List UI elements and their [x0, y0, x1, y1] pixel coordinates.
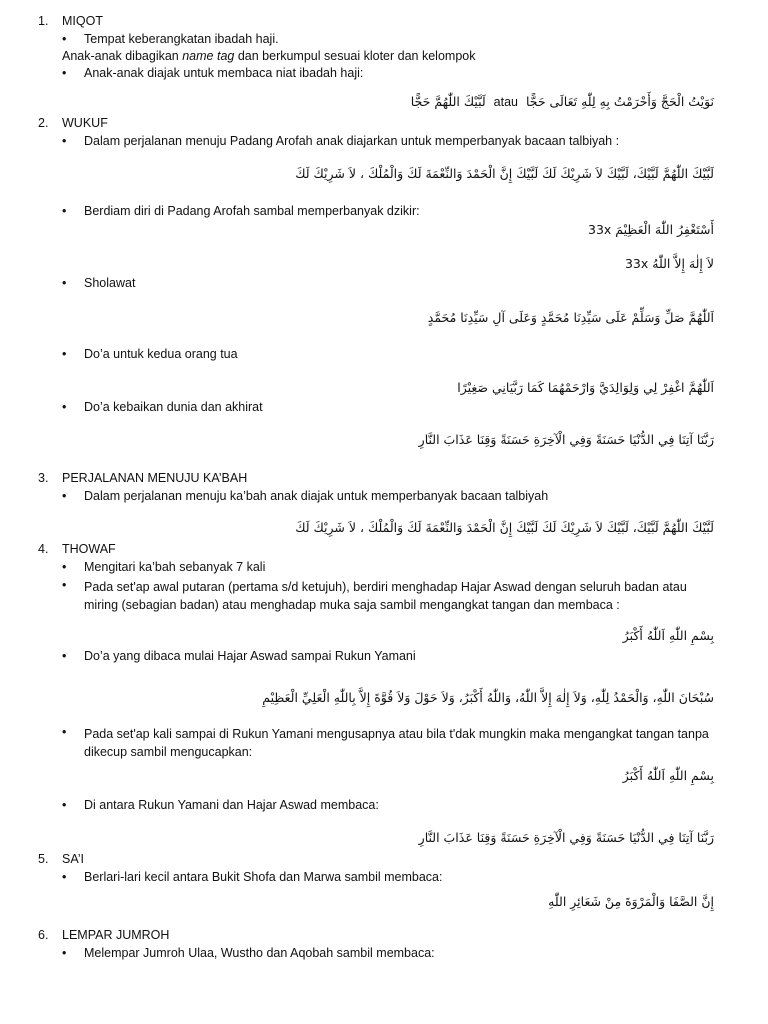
section-4-item-3: Do’a yang dibaca mulai Hajar Aswad sampai Rukun Yamani — [84, 649, 416, 663]
arabic-tasbih: سُبْحَانَ اللّٰهِ، وَالْحَمْدُ لِلّٰهِ، وَلاَ إِلٰهَ إِلاَّ اللّٰهُ، وَاللّٰهُ أَكْبَرُ، وَلاَ حَوْلَ وَلاَ قُوَّةَ إِلاَّ بِاللّٰهِ الْعَلِيِّ الْعَظِيْمِ — [262, 690, 714, 705]
arabic-bismillah-takbir: بِسْمِ اللّٰهِ اَللّٰهُ أَكْبَرُ — [622, 628, 714, 643]
arabic-niat-a: نَوَيْتُ الْحَجَّ وَأَحْرَمْتُ بِهِ لِلّٰهِ تَعَالَى حَجًّا — [525, 94, 714, 109]
arabic-dzikir-tahlil: لاَ إِلٰهَ إِلاَّ اللّٰهُ 33x — [624, 256, 714, 271]
bullet-icon: • — [62, 66, 67, 80]
section-5-number: 5. — [38, 852, 49, 866]
section-1-line-b: dan berkumpul sesuai kloter dan kelompok — [234, 49, 476, 63]
section-4-title: THOWAF — [62, 542, 116, 556]
bullet-icon: • — [62, 32, 67, 46]
section-5-title: SA’I — [62, 852, 84, 866]
section-4-item-2: Pada set'ap awal putaran (pertama s/d ketujuh), berdiri menghadap Hajar Aswad dengan seluruh badan atau miring (sebagian badan) atau menghadap muka saja sambil mengangkat tangan dan membaca : — [84, 580, 687, 612]
bullet-icon: • — [62, 725, 67, 739]
arabic-bismillah-takbir: بِسْمِ اللّٰهِ اَللّٰهُ أَكْبَرُ — [622, 768, 714, 783]
bullet-icon: • — [62, 134, 67, 148]
bullet-icon: • — [62, 798, 67, 812]
section-1-line-a: Anak-anak dibagikan — [62, 49, 183, 63]
arabic-sholawat: اَللّٰهُمَّ صَلِّ وَسَلِّمْ عَلَى سَيِّدِنَا مُحَمَّدٍ وَعَلَى آلِ سَيِّدِنَا مُحَمَّدٍ — [427, 310, 714, 325]
section-1-line — [62, 49, 475, 63]
section-3-title: PERJALANAN MENUJU KA’BAH — [62, 471, 248, 485]
bullet-icon: • — [62, 400, 67, 414]
bullet-icon: • — [62, 578, 67, 592]
section-1-item-1: Tempat keberangkatan ibadah haji. — [84, 32, 279, 46]
section-2-item-3: Sholawat — [84, 276, 136, 290]
section-1-number: 1. — [38, 14, 49, 28]
arabic-niat — [411, 94, 714, 109]
bullet-icon: • — [62, 560, 67, 574]
arabic-doa-dunia: رَبَّنَا آتِنَا فِي الدُّنْيَا حَسَنَةً وَفِي الْآخِرَةِ حَسَنَةً وَقِنَا عَذَابَ النَّارِ — [418, 830, 714, 845]
section-4-item-4: Pada set'ap kali sampai di Rukun Yamani mengusapnya atau bila t'dak mungkin maka mengangkat tangan tanpa dikecup sambil mengucapkan: — [84, 727, 709, 759]
section-2-title: WUKUF — [62, 116, 108, 130]
arabic-talbiyah: لَبَّيْكَ اللّٰهُمَّ لَبَّيْكَ، لَبَّيْكَ لاَ شَرِيْكَ لَكَ لَبَّيْكَ إِنَّ الْحَمْدَ وَالنِّعْمَةَ لَكَ وَالْمُلْكَ ، لاَ شَرِيْكَ لَكَ — [295, 520, 714, 535]
section-4-item-1: Mengitari ka’bah sebanyak 7 kali — [84, 560, 266, 574]
section-2-item-2: Berdiam diri di Padang Arofah sambal memperbanyak dzikir: — [84, 204, 420, 218]
section-6-title: LEMPAR JUMROH — [62, 928, 170, 942]
bullet-icon: • — [62, 870, 67, 884]
arabic-dzikir-istighfar: أَسْتَغْفِرُ اللّٰهَ الْعَظِيْمَ 33x — [588, 222, 714, 237]
bullet-icon: • — [62, 204, 67, 218]
arabic-safa-marwah: إِنَّ الصَّفَا وَالْمَرْوَةَ مِنْ شَعَائِرِ اللّٰهِ — [548, 894, 714, 909]
section-1-line-em: name tag — [182, 49, 235, 63]
section-3-number: 3. — [38, 471, 49, 485]
arabic-talbiyah: لَبَّيْكَ اللّٰهُمَّ لَبَّيْكَ، لَبَّيْكَ لاَ شَرِيْكَ لَكَ لَبَّيْكَ إِنَّ الْحَمْدَ وَالنِّعْمَةَ لَكَ وَالْمُلْكَ ، لاَ شَرِيْكَ لَكَ — [295, 166, 714, 181]
section-5-item-1: Berlari-lari kecil antara Bukit Shofa dan Marwa sambil membaca: — [84, 870, 443, 884]
bullet-icon: • — [62, 489, 67, 503]
section-6-item-1: Melempar Jumroh Ulaa, Wustho dan Aqobah sambil membaca: — [84, 946, 435, 960]
arabic-niat-b: لَبَّيْكَ اللّٰهُمَّ حَجًّا — [410, 94, 486, 109]
bullet-icon: • — [62, 276, 67, 290]
section-1-item-2: Anak-anak diajak untuk membaca niat ibadah haji: — [84, 66, 364, 80]
arabic-atau: atau — [493, 95, 519, 109]
bullet-icon: • — [62, 649, 67, 663]
arabic-doa-dunia: رَبَّنَا آتِنَا فِي الدُّنْيَا حَسَنَةً وَفِي الْآخِرَةِ حَسَنَةً وَقِنَا عَذَابَ النَّارِ — [418, 432, 714, 447]
arabic-doa-orangtua: اَللّٰهُمَّ اغْفِرْ لِي وَلِوَالِدَيَّ وَارْحَمْهُمَا كَمَا رَبَّيَانِي صَغِيْرًا — [457, 380, 714, 395]
section-2-item-1: Dalam perjalanan menuju Padang Arofah anak diajarkan untuk memperbanyak bacaan talbiyah : — [84, 134, 620, 148]
section-3-item-1: Dalam perjalanan menuju ka’bah anak diajak untuk memperbanyak bacaan talbiyah — [84, 489, 549, 503]
section-2-item-4: Do’a untuk kedua orang tua — [84, 347, 238, 361]
section-2-number: 2. — [38, 116, 49, 130]
section-6-number: 6. — [38, 928, 49, 942]
section-4-item-5: Di antara Rukun Yamani dan Hajar Aswad membaca: — [84, 798, 379, 812]
bullet-icon: • — [62, 347, 67, 361]
section-4-number: 4. — [38, 542, 49, 556]
section-2-item-5: Do’a kebaikan dunia dan akhirat — [84, 400, 263, 414]
section-1-title: MIQOT — [62, 14, 103, 28]
bullet-icon: • — [62, 946, 67, 960]
